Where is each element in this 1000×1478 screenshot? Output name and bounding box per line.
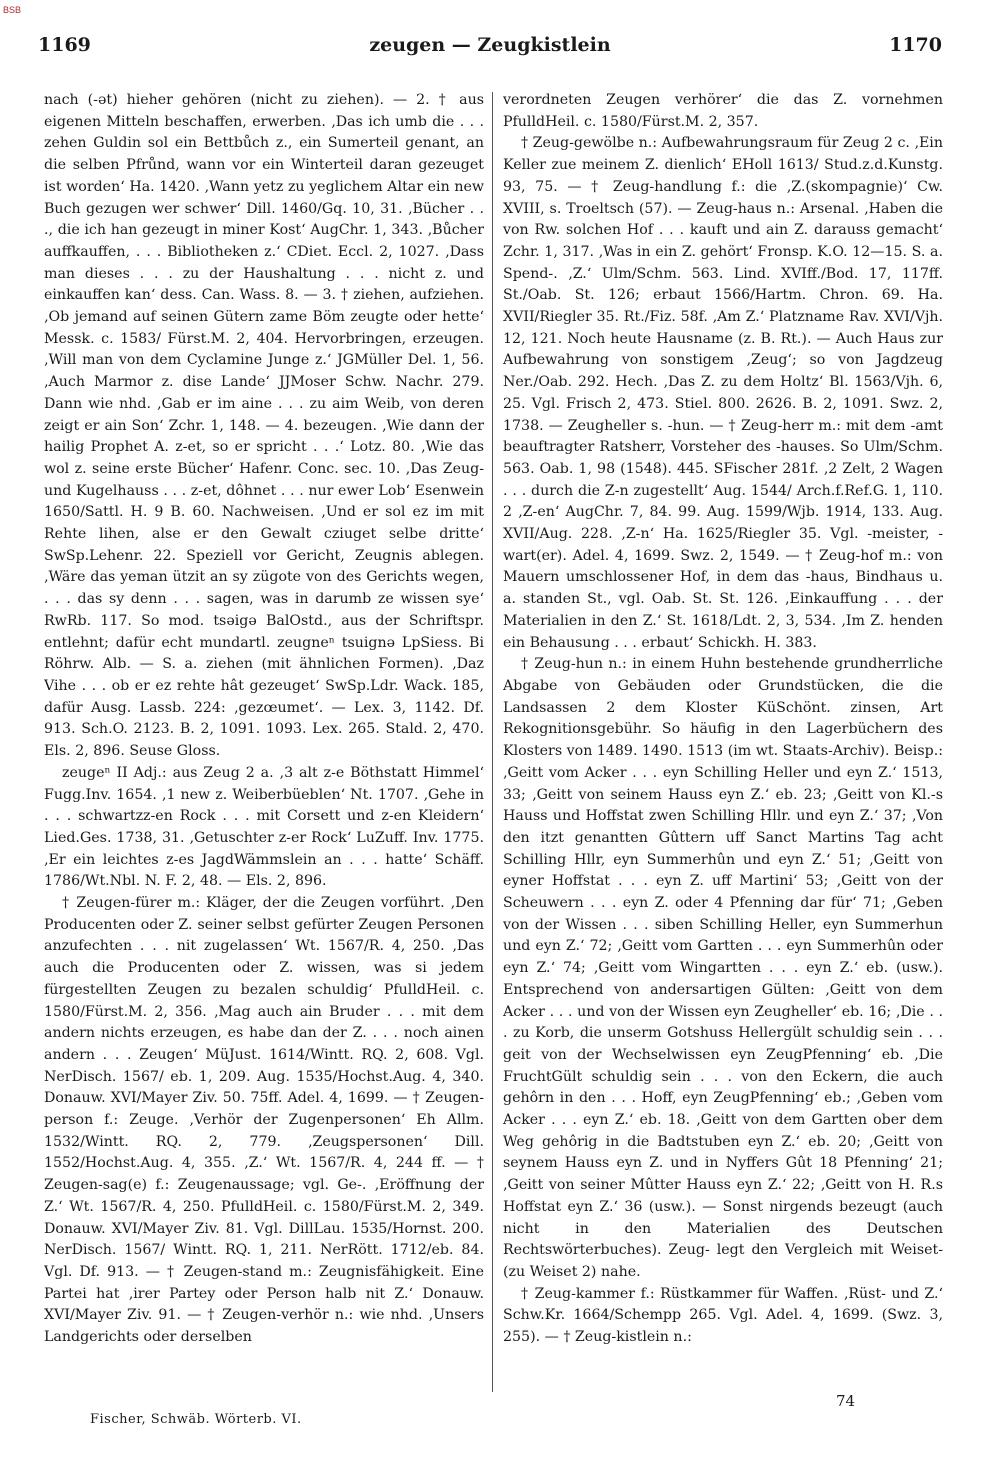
- entry-zeug-gewoelbe: † Zeug-gewölbe n.: Aufbewahrungsraum für Zeug 2 c. ‚Ein Keller zue meinem Z. dienlich‘ EHoll 1613/ Stud.z.d.Kunstg. 93, 75. — † Zeug-handlung f.: die ‚Z.(skompagnie)‘ Cw. XVIII, s. Troeltsch (57). — Zeug-haus n.: Arsenal. ‚Haben die von Rw. solchen Hof . . . kauft und ain Z. darauss gemacht‘ Zchr. 1, 317. ‚Was in ein Z. gehört‘ Fronsp. K.O. 12—15. S. a. Spend-. ‚Z.‘ Ulm/Schm. 563. Lind. XVIff./Bod. 17, 117ff. St./Oab. St. 126; erbaut 1566/Hartm. Chron. 69. Ha. XVII/Riegler 35. Rt./Fiz. 58f. ‚Am Z.‘ Platzname Rav. XVI/Vjh. 12, 121. Noch heute Hausname (z. B. Rt.). — Auch Haus zur Aufbewahrung von sonstigem ‚Zeug‘; so von Jagdzeug Ner./Oab. 292. Hech. ‚Das Z. zu dem Holtz‘ Bl. 1563/Vjh. 6, 25. Vgl. Frisch 2, 473. Stiel. 800. 2626. B. 2, 1091. Swz. 2, 1738. — Zeugheller s. -hun. — † Zeug-herr m.: mit dem -amt beauftragter Ratsherr, Vorsteher des -hauses. So Ulm/Schm. 563. Oab. 1, 98 (1548). 445. SFischer 281f. ‚2 Zelt, 2 Wagen . . . durch die Z-n zugestellt‘ Aug. 1544/ Arch.f.Ref.G. 1, 110. 2 ‚Z-en‘ AugChr. 7, 84. 99. Aug. 1599/Wjb. 1914, 133. Aug. XVII/Aug. 228. ‚Z-n‘ Ha. 1625/Riegler 35. Vgl. -meister, -wart(er). Adel. 4, 1699. Swz. 2, 1549. — † Zeug-hof m.: von Mauern umschlossener Hof, in dem das -haus, Bindhaus u. a. standen St., vgl. Oab. St. St. 126. ‚Einkauffung . . . der Materialien in den Z.‘ St. 1618/Ldt. 2, 3, 534. ‚Im Z. henden ein Behausung . . . erbaut‘ Schickh. H. 383.: [503, 135, 943, 651]
- entry-zeugen-adj: zeugeⁿ II Adj.: aus Zeug 2 a. ‚3 alt z-e Böthstatt Himmel‘ Fugg.Inv. 1654. ‚1 new z. Weiberbüeblen‘ Nt. 1707. ‚Gehe in . . . schwartzz-en Rock . . . mit Corsett und z-en Kleidern‘ Lied.Ges. 1738, 31. ‚Getuschter z-er Rock‘ LuZuff. Inv. 1775. ‚Er ein leichtes z-es JagdWämmslein an . . . hatte‘ Schäff. 1786/Wt.Nbl. N. F. 2, 48. — Els. 2, 896.: [44, 764, 484, 890]
- right-column: [503, 90, 943, 1400]
- library-watermark: BSB: [3, 5, 22, 15]
- left-column: [44, 90, 484, 1400]
- entry-zeug-hun: † Zeug-hun n.: in einem Huhn bestehende grundherrliche Abgabe von Gebäuden oder Grundstücken, die die Landsassen 2 dem Kloster KüSchönt. zinsen, Art Rekognitionsgebühr. So häufig in den Lagerbüchern des Klosters von 1489. 1490. 1513 (im wt. Staats-Archiv). Beisp.: ‚Geitt vom Acker . . . eyn Schilling Heller und eyn Z.‘ 1513, 33; ‚Geitt von seinem Hauss eyn Z.‘ eb. 23; ‚Geitt von Kl.-s Hauss und Hoffstat zwen Schilling Hllr. und eyn Z.‘ 37; ‚Von den itzt genantten Gûttern uff Sanct Martins Tag acht Schilling Hllr, eyn Summerhûn und eyn Z.‘ 51; ‚Geitt von eyner Hoffstat . . . eyn Z. uff Martini‘ 53; ‚Geitt von der Scheuwern . . . eyn Z. oder 4 Pfenning dar für‘ 71; ‚Geben von der Wissen . . . siben Schilling Heller, eyn Summerhun und eyn Z.‘ 72; ‚Geitt vom Gartten . . . eyn Summerhûn oder eyn Z.‘ 74; ‚Geitt vom Wingartten . . . eyn Z.‘ eb. (usw.). Entsprechend von andersartigen Gülten: ‚Geitt von dem Acker . . . und von der Wissen eyn Zeugheller‘ eb. 16; ‚Die . . . zu Korb, die unserm Gotshuss Hellergült schuldig sein . . . geit von der Wechselwissen eyn ZeugPfenning‘ eb. ‚Die FruchtGült schuldig sein . . . von den Eckern, die auch gehôrn in den . . . Hoff, eyn ZeugPfenning‘ eb.; ‚Geben vom Acker . . . eyn Z.‘ eb. 18. ‚Geitt von dem Gartten ober dem Weg gehôrig in die Badtstuben eyn Z.‘ eb. 20; ‚Geitt von seynem Hauss eyn Z. und in Nyffers Gût 18 Pfenning‘ 21; ‚Geitt von seiner Mûtter Hauss eyn Z.‘ 22; ‚Geitt von H. R.s Hoffstat eyn Z.‘ 36 (usw.). — Sonst nirgends bezeugt (auch nicht in den Materialien des Deutschen Rechtswörterbuches). Zeug- legt den Vergleich mit Weiset- (zu Weiset 2) nahe.: [503, 656, 943, 1280]
- running-title: zeugen — Zeugkistlein: [369, 34, 611, 56]
- page-number-right: 1170: [889, 34, 942, 56]
- entry-zeug-kammer: † Zeug-kammer f.: Rüstkammer für Waffen. ‚Rüst- und Z.‘ Schw.Kr. 1664/Schempp 265. Vgl. Adel. 4, 1699. (Swz. 3, 255). — † Zeug-kistlein n.:: [503, 1285, 943, 1346]
- page-header: [38, 34, 942, 60]
- entry-zeugen-fuerer: † Zeugen-fürer m.: Kläger, der die Zeugen vorführt. ‚Den Producenten oder Z. seiner selbst gefürter Zeugen Personen anzufechten . . . nit zugelassen‘ Wt. 1567/R. 4, 250. ‚Das auch die Producenten oder Z. wissen, was si jedem fürgestellten Zeugen zu bezalen schuldig‘ PfulldHeil. c. 1580/Fürst.M. 2, 356. ‚Mag auch ain Bruder . . . mit dem andern nichts erzeugen, es habe dan der Z. . . . noch ainen andern . . . Zeugen‘ MüJust. 1614/Wintt. RQ. 2, 608. Vgl. NerDisch. 1567/ eb. 1, 209. Aug. 1535/Hochst.Aug. 4, 340. Donauw. XVI/Mayer Ziv. 50. 75ff. Adel. 4, 1699. — † Zeugen-person f.: Zeuge. ‚Verhör der Zugenpersonen‘ Eh Allm. 1532/Wintt. RQ. 2, 779. ‚Zeugspersonen‘ Dill. 1552/Hochst.Aug. 4, 355. ‚Z.‘ Wt. 1567/R. 4, 244 ff. — † Zeugen-sag(e) f.: Zeugenaussage; vgl. Ge-. ‚Eröffnung der Z.‘ Wt. 1567/R. 4, 250. PfulldHeil. c. 1580/Fürst.M. 2, 349. Donauw. XVI/Mayer Ziv. 81. Vgl. DillLau. 1535/Hornst. 200. NerDisch. 1567/ Wintt. RQ. 1, 211. NerRött. 1712/eb. 84. Vgl. Df. 913. — † Zeugen-stand m.: Zeugnisfähigkeit. Eine Partei hat ‚irer Partey oder Person halb nit Z.‘ Donauw. XVI/Mayer Ziv. 91. — † Zeugen-verhör n.: wie nhd. ‚Unsers Landgerichts oder derselben: [44, 895, 484, 1346]
- entry-zeugenverhoer-continued: verordneten Zeugen verhörer‘ die das Z. vornehmen PfulldHeil. c. 1580/Fürst.M. 2, 357.: [503, 92, 943, 130]
- footer-source: Fischer, Schwäb. Wörterb. VI.: [90, 1412, 302, 1427]
- entry-zeugen-continued: nach (-ǝt) hieher gehören (nicht zu ziehen). — 2. † aus eigenen Mitteln beschaffen, erwerben. ‚Das ich umb die . . . zehen Guldin sol ein Bettbůch z., ein Sumerteil genant, an die selben Pfrůnd, wann vor ein Winterteil daran gezeuget ist worden‘ Ha. 1420. ‚Wann yetz zu yeglichem Altar ein new Buch gezugen wer schwer‘ Dill. 1460/Gq. 10, 31. ‚Bücher . . ., die ich han gezeugt in miner Kost‘ AugChr. 1, 343. ‚Bůcher auffkauffen, . . . Bibliotheken z.‘ CDiet. Eccl. 2, 1027. ‚Dass man dieses . . . zu der Haushaltung . . . nicht z. und einkauffen kan‘ dess. Can. Wass. 8. — 3. † ziehen, aufziehen. ‚Ob jemand auf seinen Gütern zame Böm zeugte oder hette‘ Messk. c. 1583/ Fürst.M. 2, 404. Hervorbringen, erzeugen. ‚Will man von dem Cyclamine Junge z.‘ JGMüller Del. 1, 56. ‚Auch Marmor z. dise Lande‘ JJMoser Schw. Nachr. 279. Dann wie nhd. ‚Gab er im aine . . . zu aim Weib, von deren zeigt er ain Son‘ Zchr. 1, 148. — 4. bezeugen. ‚Wie dann der hailig Prophet A. z-et, so er spricht . . .‘ Lotz. 80. ‚Wie das wol z. seine erste Bücher‘ Hafenr. Conc. sec. 10. ‚Das Zeug- und Kugelhauss . . . z-et, dôhnet . . . nur ewer Lob‘ Esenwein 1650/Sattl. H. 9 B. 60. Nachweisen. ‚Und er sol ez im mit Rehte lihen, alse er den Gewalt cziuget selbe dritte‘ SwSp.Lehenr. 22. Speziell vor Gericht, Zeugnis ablegen. ‚Wäre das yeman ützit an sy zügote von des Gerichts wegen, . . . das sy denn . . . sagen, was in darumb ze wissen sye‘ RwRb. 117. So mod. tsəigə BalOstd., aus der Schriftspr. entlehnt; dafür echt mundartl. zeugneⁿ tsuignə LpSiess. Bi Röhrw. Alb. — S. a. ziehen (mit ähnlichen Formen). ‚Daz Vihe . . . ob er ez rehte hât gezeuget‘ SwSp.Ldr. Wack. 185, dafür Ausg. Lassb. 224: ‚gezœumet‘. — Lex. 3, 1142. Df. 913. Sch.O. 2123. B. 2, 1091. 1093. Lex. 265. Stald. 2, 470. Els. 2, 896. Seuse Gloss.: [44, 92, 484, 760]
- footer-signature-number: 74: [836, 1392, 856, 1410]
- page-number-left: 1169: [38, 34, 91, 56]
- column-divider: [492, 92, 493, 1392]
